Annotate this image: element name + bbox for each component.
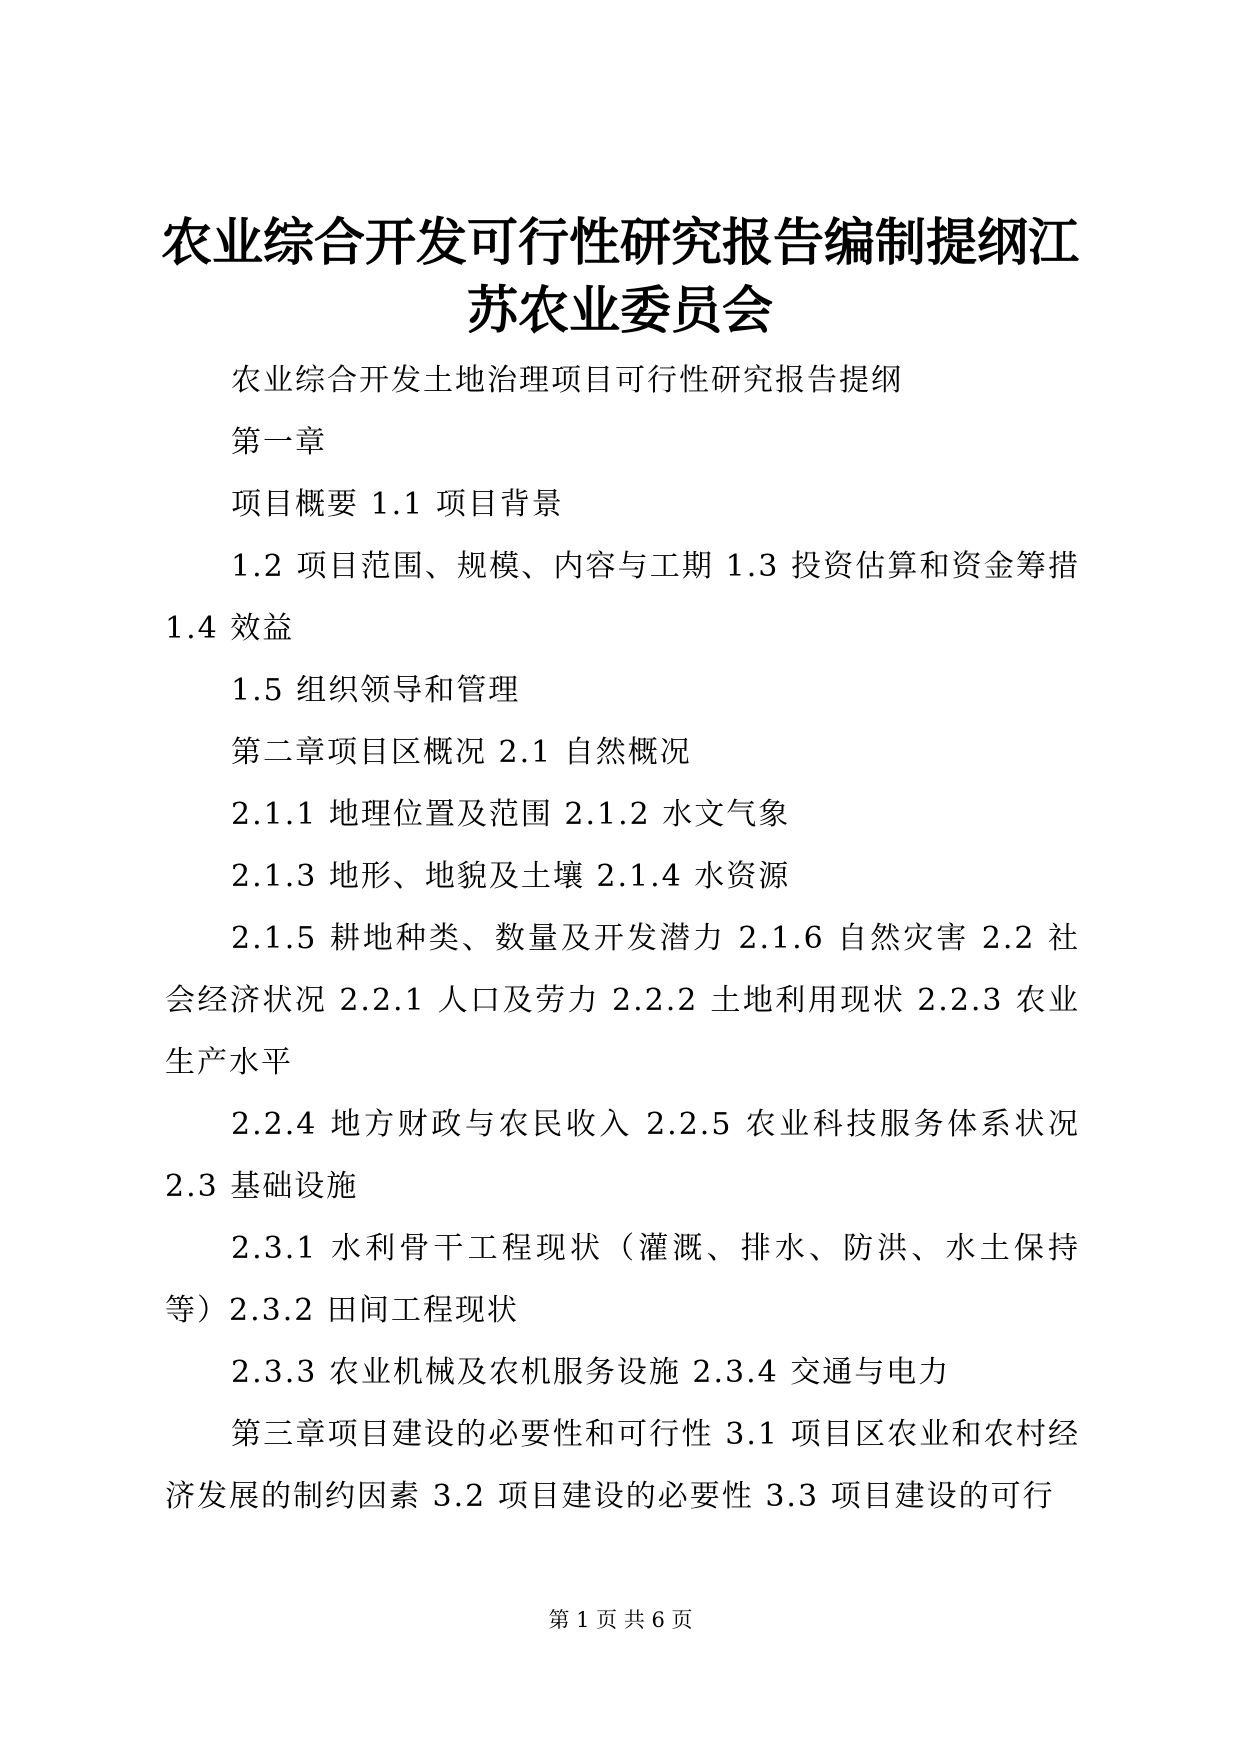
document-title: 农业综合开发可行性研究报告编制提纲江苏农业委员会 bbox=[160, 214, 1079, 341]
paragraph: 第一章 bbox=[231, 425, 327, 460]
document-body bbox=[165, 350, 1080, 1528]
paragraph: 1.5 组织领导和管理 bbox=[231, 673, 521, 708]
paragraph: 1.2 项目范围、规模、内容与工期 1.3 投资估算和资金筹措 1.4 效益 bbox=[165, 549, 1080, 646]
paragraph: 农业综合开发土地治理项目可行性研究报告提纲 bbox=[231, 363, 903, 398]
paragraph: 第三章项目建设的必要性和可行性 3.1 项目区农业和农村经济发展的制约因素 3.2 项目建设的必要性 3.3 项目建设的可行 bbox=[165, 1417, 1080, 1514]
paragraph: 2.1.3 地形、地貌及土壤 2.1.4 水资源 bbox=[231, 859, 791, 894]
paragraph: 2.3.3 农业机械及农机服务设施 2.3.4 交通与电力 bbox=[231, 1355, 951, 1390]
paragraph: 项目概要 1.1 项目背景 bbox=[231, 487, 564, 522]
paragraph: 2.1.5 耕地种类、数量及开发潜力 2.1.6 自然灾害 2.2 社会经济状况 2.2.1 人口及劳力 2.2.2 土地利用现状 2.2.3 农业生产水平 bbox=[165, 921, 1080, 1080]
paragraph: 2.1.1 地理位置及范围 2.1.2 水文气象 bbox=[231, 797, 791, 832]
paragraph: 2.3.1 水利骨干工程现状（灌溉、排水、防洪、水土保持等）2.3.2 田间工程现状 bbox=[165, 1231, 1080, 1328]
paragraph: 第二章项目区概况 2.1 自然概况 bbox=[231, 735, 692, 770]
paragraph: 2.2.4 地方财政与农民收入 2.2.5 农业科技服务体系状况 2.3 基础设施 bbox=[165, 1107, 1080, 1204]
page-number-footer: 第 1 页 共 6 页 bbox=[548, 1608, 693, 1632]
